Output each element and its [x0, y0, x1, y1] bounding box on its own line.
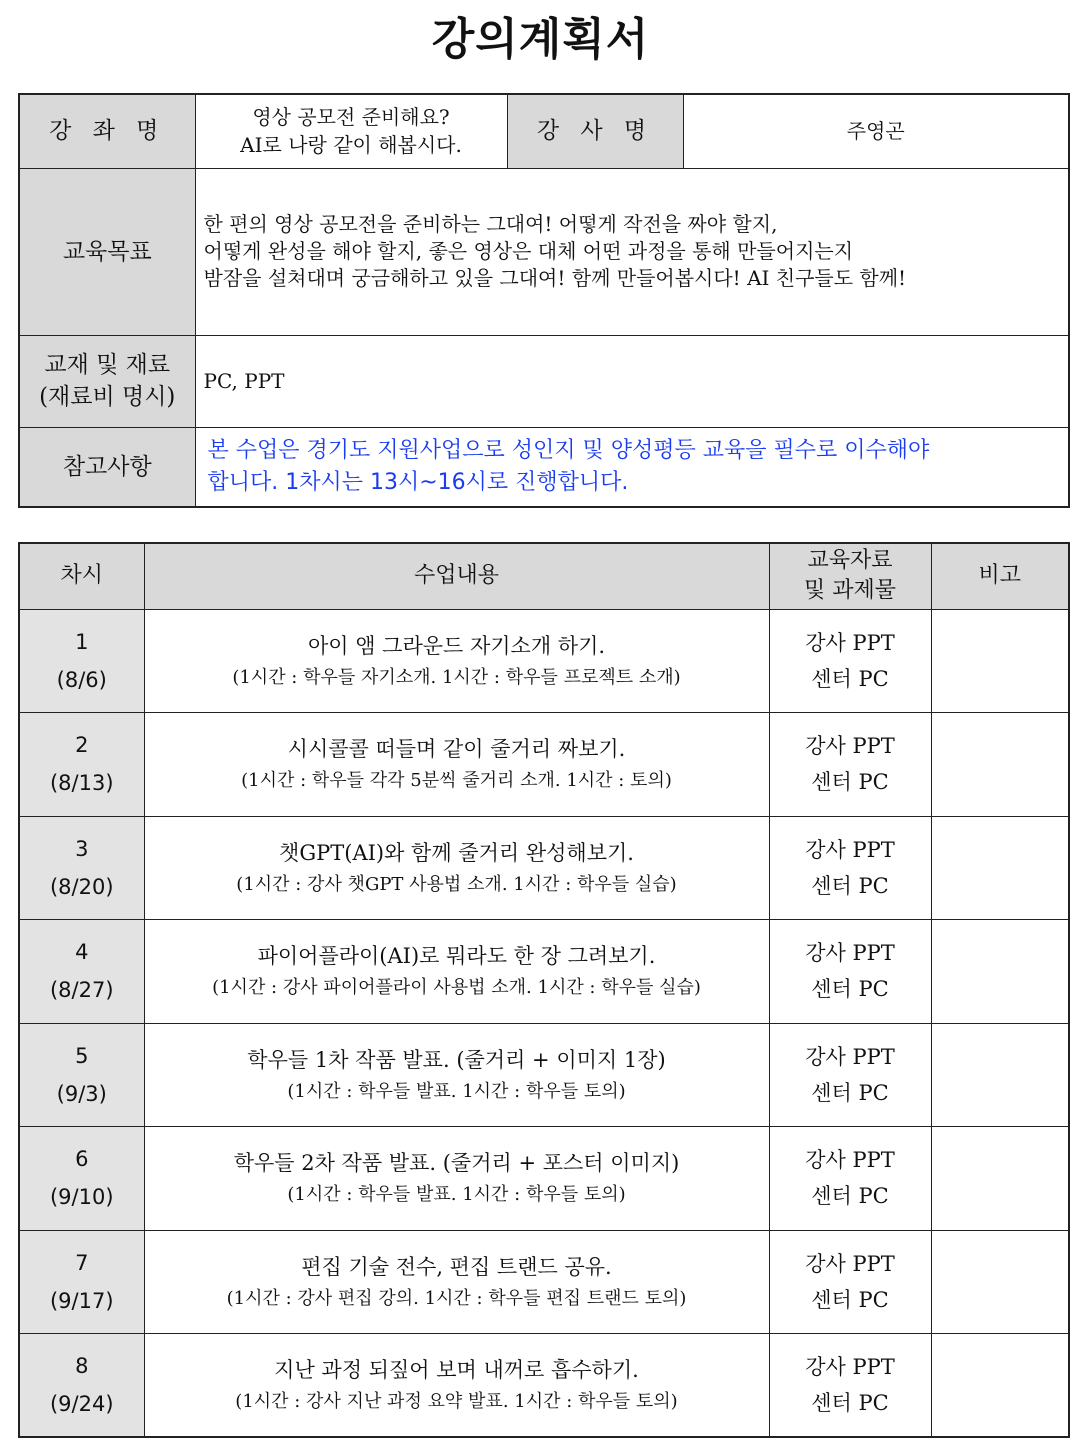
material-item: 센터 PC	[811, 1184, 889, 1209]
session-date: (8/6)	[56, 667, 107, 692]
session-materials	[769, 609, 931, 713]
session-title: 학우들 2차 작품 발표. (줄거리 + 포스터 이미지)	[233, 1151, 680, 1176]
material-item: 강사 PPT	[805, 1355, 895, 1379]
session-date: (9/24)	[49, 1392, 114, 1416]
session-detail: (1시간 : 학우들 각각 5분씩 줄거리 소개. 1시간 : 토의)	[241, 770, 672, 792]
session-title: 파이어플라이(AI)로 뭐라도 한 장 그려보기.	[257, 944, 656, 969]
course-name-label: 강 좌 명	[19, 94, 195, 168]
instructor-name: 주영곤	[683, 94, 1069, 168]
session-number: 3	[75, 836, 89, 861]
session-date: (9/17)	[49, 1288, 114, 1313]
course-name-line: AI로 나랑 같이 해봅시다.	[240, 133, 462, 158]
session-cell	[19, 609, 144, 713]
goal-line: 어떻게 완성을 해야 할지, 좋은 영상은 대체 어떤 과정을 통해 만들어지는지	[203, 239, 854, 263]
schedule-table	[18, 542, 1070, 1438]
session-number: 1	[75, 629, 89, 654]
notes-row	[19, 427, 1069, 507]
schedule-row	[19, 1127, 1069, 1231]
session-detail: (1시간 : 강사 지난 과정 요약 발표. 1시간 : 학우들 토의)	[235, 1391, 678, 1412]
session-date: (8/20)	[49, 874, 114, 899]
session-content	[144, 1334, 769, 1438]
goal-row	[19, 168, 1069, 335]
goal-value	[195, 168, 1069, 335]
materials-header-line: 교육자료	[807, 548, 893, 574]
material-item: 센터 PC	[811, 770, 889, 795]
material-item: 센터 PC	[811, 666, 889, 691]
material-item: 강사 PPT	[805, 1044, 895, 1069]
session-title: 학우들 1차 작품 발표. (줄거리 + 이미지 1장)	[247, 1047, 666, 1072]
session-materials	[769, 1230, 931, 1334]
session-remarks	[931, 713, 1069, 817]
session-materials	[769, 920, 931, 1024]
session-detail: (1시간 : 학우들 발표. 1시간 : 학우들 토의)	[287, 1080, 626, 1102]
document-title: 강의계획서	[431, 14, 650, 65]
goal-label: 교육목표	[19, 168, 195, 335]
session-cell	[19, 713, 144, 817]
schedule-row	[19, 609, 1069, 713]
goal-line: 한 편의 영상 공모전을 준비하는 그대여! 어떻게 작전을 짜야 할지,	[203, 212, 778, 236]
session-content	[144, 1230, 769, 1334]
schedule-header-row	[19, 543, 1069, 609]
instructor-label: 강 사 명	[507, 94, 683, 168]
session-detail: (1시간 : 학우들 발표. 1시간 : 학우들 토의)	[287, 1184, 626, 1206]
material-item: 강사 PPT	[805, 1251, 895, 1276]
session-number: 6	[75, 1147, 89, 1172]
session-cell	[19, 816, 144, 920]
schedule-row	[19, 1023, 1069, 1127]
materials-value: PC, PPT	[195, 335, 1069, 427]
schedule-row	[19, 1230, 1069, 1334]
session-materials	[769, 1127, 931, 1231]
material-item: 강사 PPT	[805, 1148, 895, 1173]
session-cell	[19, 920, 144, 1024]
session-content	[144, 816, 769, 920]
session-cell	[19, 1023, 144, 1127]
notes-value	[195, 427, 1069, 507]
materials-label-line: 교재 및 재료	[44, 352, 171, 378]
session-content	[144, 609, 769, 713]
course-name-value	[195, 94, 507, 168]
session-remarks	[931, 1334, 1069, 1438]
material-item: 센터 PC	[811, 1080, 889, 1105]
schedule-row	[19, 920, 1069, 1024]
session-date: (8/13)	[49, 771, 114, 796]
session-number: 2	[75, 733, 89, 758]
materials-header	[769, 543, 931, 609]
course-row	[19, 94, 1069, 168]
session-date: (8/27)	[49, 978, 114, 1003]
material-item: 센터 PC	[811, 1391, 889, 1415]
notes-line: 합니다. 1차시는 13시~16시로 진행합니다.	[207, 469, 629, 495]
schedule-row	[19, 816, 1069, 920]
material-item: 센터 PC	[811, 873, 889, 898]
material-item: 센터 PC	[811, 1287, 889, 1312]
goal-line: 밤잠을 설쳐대며 궁금해하고 있을 그대여! 함께 만들어봅시다! AI 친구들도 함께!	[203, 266, 907, 290]
session-date: (9/3)	[56, 1081, 107, 1106]
notes-label: 참고사항	[19, 427, 195, 507]
material-item: 센터 PC	[811, 977, 889, 1002]
session-content	[144, 713, 769, 817]
session-number: 8	[75, 1354, 89, 1378]
session-detail: (1시간 : 강사 편집 강의. 1시간 : 학우들 편집 트랜드 토의)	[226, 1287, 687, 1309]
schedule-row	[19, 713, 1069, 817]
session-number: 5	[75, 1043, 89, 1068]
session-title: 챗GPT(AI)와 함께 줄거리 완성해보기.	[279, 840, 634, 865]
session-remarks	[931, 609, 1069, 713]
session-title: 시시콜콜 떠들며 같이 줄거리 짜보기.	[287, 737, 626, 762]
material-item: 강사 PPT	[805, 734, 895, 759]
materials-row	[19, 335, 1069, 427]
session-title: 편집 기술 전수, 편집 트랜드 공유.	[301, 1254, 612, 1279]
session-detail: (1시간 : 학우들 자기소개. 1시간 : 학우들 프로젝트 소개)	[232, 666, 681, 688]
schedule-row	[19, 1334, 1069, 1438]
session-remarks	[931, 1230, 1069, 1334]
session-materials	[769, 816, 931, 920]
session-content	[144, 920, 769, 1024]
session-date: (9/10)	[49, 1185, 114, 1210]
material-item: 강사 PPT	[805, 941, 895, 966]
materials-header-line: 및 과제물	[803, 578, 896, 604]
session-title: 지난 과정 되짚어 보며 내꺼로 흡수하기.	[274, 1358, 639, 1382]
material-item: 강사 PPT	[805, 630, 895, 655]
content-header: 수업내용	[144, 543, 769, 609]
session-cell	[19, 1230, 144, 1334]
material-item: 강사 PPT	[805, 837, 895, 862]
session-content	[144, 1127, 769, 1231]
session-header: 차시	[19, 543, 144, 609]
session-materials	[769, 713, 931, 817]
session-detail: (1시간 : 강사 챗GPT 사용법 소개. 1시간 : 학우들 실습)	[236, 873, 677, 895]
materials-label	[19, 335, 195, 427]
course-name-line: 영상 공모전 준비해요?	[252, 105, 450, 130]
materials-label-line: (재료비 명시)	[39, 384, 176, 410]
notes-line: 본 수업은 경기도 지원사업으로 성인지 및 양성평등 교육을 필수로 이수해야	[207, 437, 930, 463]
session-remarks	[931, 1127, 1069, 1231]
course-info-table	[18, 93, 1070, 508]
session-materials	[769, 1023, 931, 1127]
session-content	[144, 1023, 769, 1127]
remarks-header: 비고	[931, 543, 1069, 609]
session-detail: (1시간 : 강사 파이어플라이 사용법 소개. 1시간 : 학우들 실습)	[212, 977, 701, 999]
session-materials	[769, 1334, 931, 1438]
session-cell	[19, 1334, 144, 1438]
session-title: 아이 앰 그라운드 자기소개 하기.	[307, 633, 606, 658]
session-remarks	[931, 816, 1069, 920]
session-number: 4	[75, 940, 89, 965]
session-number: 7	[75, 1250, 89, 1275]
session-cell	[19, 1127, 144, 1231]
session-remarks	[931, 920, 1069, 1024]
session-remarks	[931, 1023, 1069, 1127]
